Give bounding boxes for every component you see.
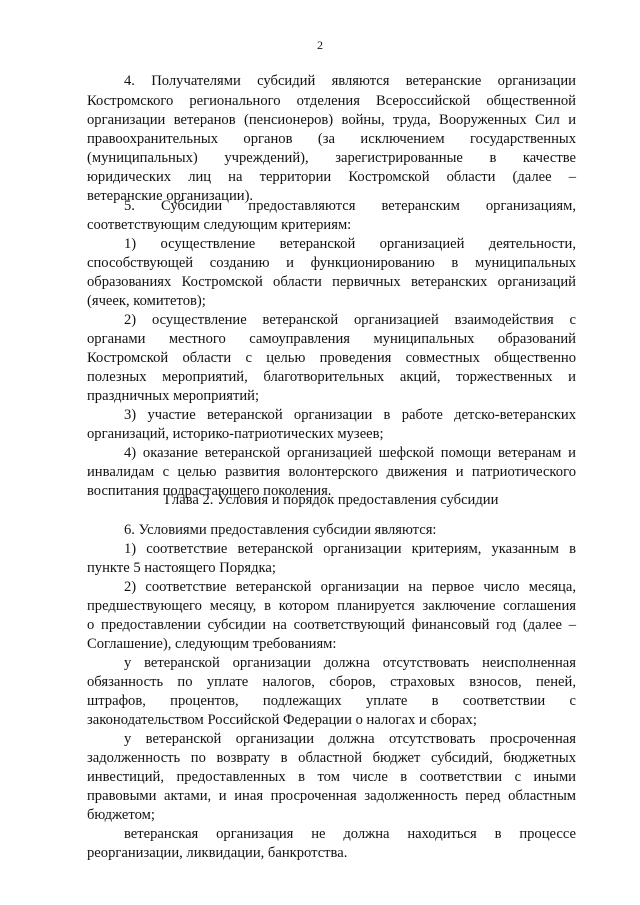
text-line: 1) осуществление ветеранской организацией деятельности, [124, 236, 576, 252]
text-line: у ветеранской организации должна отсутствовать просроченная [124, 731, 576, 747]
text-line: пункте 5 настоящего Порядка; [87, 560, 276, 576]
text-line: обязанность по уплате налогов, сборов, страховых взносов, пеней, [87, 674, 576, 690]
text-line: 3) участие ветеранской организации в работе детско-ветеранских [124, 407, 576, 423]
text-line: 4. Получателями субсидий являются ветеранские организации [124, 73, 576, 89]
text-line: штрафов, процентов, подлежащих уплате в соответствии с [87, 693, 576, 709]
text-line: соответствующим следующим критериям: [87, 217, 352, 233]
text-line: образованиях Костромской области первичных ветеранских организаций [87, 274, 576, 290]
text-line: воспитания подрастающего поколения. [87, 483, 332, 499]
text-line: предшествующего месяцу, в котором планируется заключение соглашения [87, 598, 576, 614]
page-number: 2 [317, 38, 323, 52]
text-line: органами местного самоуправления муниципальных образований [87, 331, 576, 347]
text-line: праздничных мероприятий; [87, 388, 260, 404]
text-line: Костромской области с целью проведения совместных общественно [87, 350, 576, 366]
text-line: (ячеек, комитетов); [87, 293, 206, 309]
text-line: способствующей созданию и функционированию в муниципальных [87, 255, 576, 271]
text-line: 1) соответствие ветеранской организации критериям, указанным в [124, 541, 576, 557]
text-line: у ветеранской организации должна отсутствовать неисполненная [124, 655, 576, 671]
text-line: Соглашение), следующим требованиям: [87, 636, 337, 652]
text-line: 6. Условиями предоставления субсидии являются: [124, 522, 437, 538]
text-line: инвалидам с целью развития волонтерского движения и патриотического [87, 464, 576, 480]
text-line: (муниципальных) учреждений), зарегистрированные в качестве [87, 150, 576, 166]
text-line: Костромского регионального отделения Всероссийской общественной [87, 93, 576, 109]
text-line: организаций, историко-патриотических музеев; [87, 426, 384, 442]
text-line: реорганизации, ликвидации, банкротства. [87, 845, 348, 861]
text-line: 2) осуществление ветеранской организацией взаимодействия с [124, 312, 576, 328]
text-line: 5. Субсидии предоставляются ветеранским организациям, [124, 198, 576, 214]
text-line: 2) соответствие ветеранской организации на первое число месяца, [124, 579, 576, 595]
chapter-heading: Глава 2. Условия и порядок предоставления субсидии [164, 492, 499, 508]
text-line: правоохранительных органов (за исключением государственных [87, 131, 576, 147]
text-line: законодательством Российской Федерации о налогах и сборах; [87, 712, 477, 728]
text-line: юридических лиц на территории Костромской области (далее – [87, 169, 576, 185]
text-line: задолженность по возврату в областной бюджет субсидий, бюджетных [87, 750, 576, 766]
text-line: организации ветеранов (пенсионеров) войны, труда, Вооруженных Сил и [87, 112, 576, 128]
text-line: правовыми актами, и иная просроченная задолженность перед областным [87, 788, 576, 804]
text-line: о предоставлении субсидии на соответствующий финансовый год (далее – [87, 617, 576, 633]
text-line: бюджетом; [87, 807, 155, 823]
text-line: ветеранские организации). [87, 188, 254, 204]
text-line: полезных мероприятий, благотворительных акций, торжественных и [87, 369, 576, 385]
text-line: ветеранская организация не должна находиться в процессе [124, 826, 576, 842]
text-line: 4) оказание ветеранской организацией шефской помощи ветеранам и [124, 445, 576, 461]
text-line: инвестиций, предоставленных в том числе в соответствии с иными [87, 769, 576, 785]
